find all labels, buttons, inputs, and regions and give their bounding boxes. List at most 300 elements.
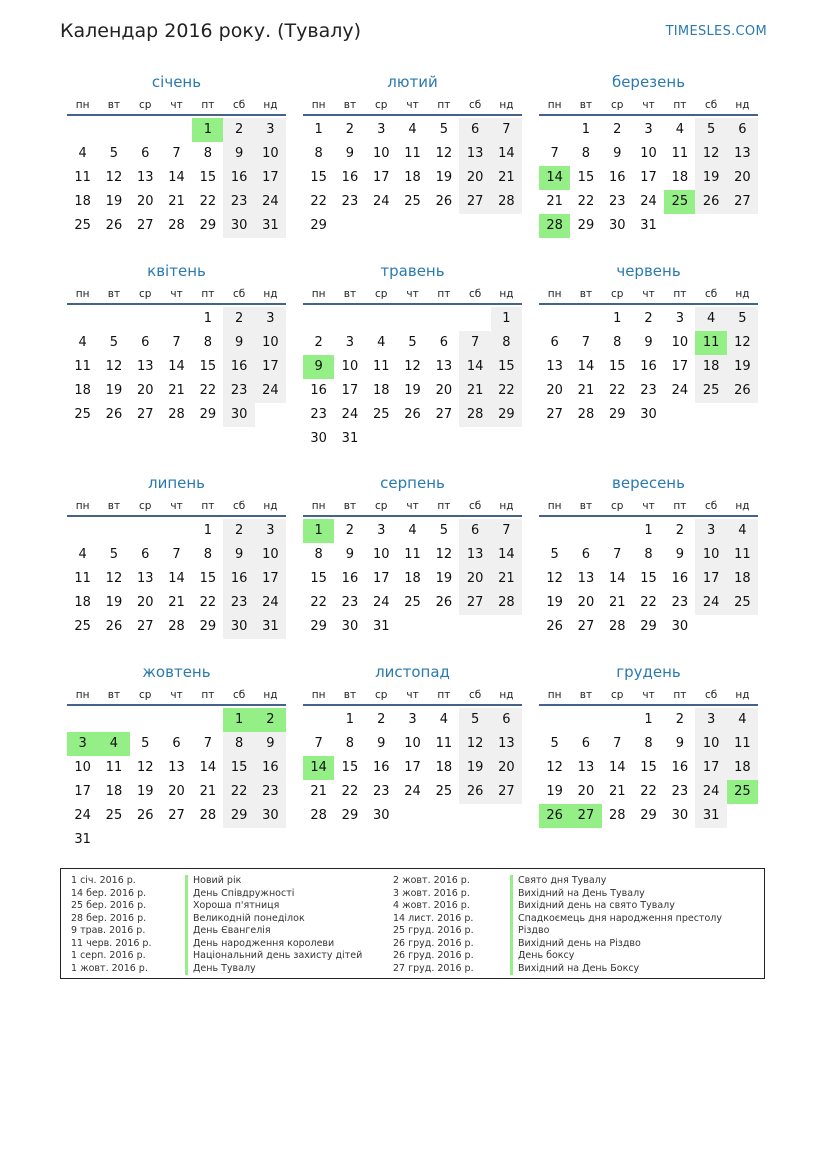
weekday-label: пн	[75, 288, 90, 300]
day-grid	[303, 118, 522, 238]
weekday-label: сб	[705, 689, 718, 701]
day-cell: 21	[491, 567, 522, 591]
day-cell: 10	[695, 732, 726, 756]
day-cell: 8	[203, 146, 212, 161]
day-cell: 28	[608, 619, 626, 634]
day-cell: 10	[640, 146, 657, 161]
day-cell: 3	[695, 708, 726, 732]
weekday-header	[539, 497, 758, 517]
day-cell: 29	[199, 218, 217, 233]
day-cell: 27	[136, 619, 154, 634]
day-cell: 6	[439, 335, 448, 350]
day-cell: 7	[314, 736, 323, 751]
day-cell: 16	[223, 166, 254, 190]
empty-cell	[303, 307, 334, 331]
day-cell: 15	[310, 170, 327, 185]
day-cell: 12	[105, 170, 123, 185]
day-cell: 17	[404, 760, 421, 775]
day-cell: 7	[491, 118, 522, 142]
day-cell: 29	[199, 619, 217, 634]
day-cell: 16	[223, 355, 254, 379]
day-cell: 25	[404, 194, 421, 209]
day-cell: 6	[459, 118, 490, 142]
legend-right-names	[510, 875, 722, 975]
weekday-label: вт	[579, 689, 593, 701]
empty-cell	[303, 708, 334, 732]
day-cell: 15	[310, 571, 327, 586]
day-cell: 17	[640, 170, 657, 185]
legend-holiday-name: Вихідний на День Тувалу	[510, 888, 722, 901]
day-cell: 24	[640, 194, 657, 209]
day-cell: 5	[550, 547, 559, 562]
day-cell: 3	[377, 122, 386, 137]
day-cell: 25	[435, 784, 453, 799]
weekday-label: пт	[437, 689, 451, 701]
day-cell: 11	[74, 359, 91, 374]
day-cell: 20	[546, 383, 563, 398]
day-cell: 12	[546, 760, 563, 775]
day-cell: 24	[341, 407, 359, 422]
day-cell: 10	[255, 331, 286, 355]
legend-holiday-name: Свято дня Тувалу	[510, 875, 722, 888]
day-cell: 24	[671, 383, 689, 398]
empty-cell	[98, 519, 129, 543]
legend-holiday-name: День Тувалу	[185, 963, 362, 976]
month-block	[67, 662, 286, 852]
legend-date: 1 січ. 2016 р.	[71, 875, 136, 886]
weekday-label: чт	[170, 99, 183, 111]
day-cell: 7	[172, 335, 181, 350]
day-cell: 4	[377, 335, 386, 350]
empty-cell	[428, 307, 459, 331]
day-cell: 1	[581, 122, 591, 137]
day-cell: 31	[695, 804, 726, 828]
empty-cell	[67, 118, 98, 142]
weekday-header	[539, 285, 758, 305]
day-cell: 9	[345, 146, 355, 161]
day-cell: 8	[491, 331, 522, 355]
legend-holiday-name: Великодній понеділок	[185, 913, 362, 926]
day-cell: 12	[105, 359, 123, 374]
month-name: жовтень	[142, 663, 211, 681]
empty-cell	[161, 519, 192, 543]
day-cell: 11	[727, 543, 758, 567]
day-cell: 29	[491, 403, 522, 427]
day-cell: 21	[577, 383, 595, 398]
day-cell: 25	[74, 619, 91, 634]
day-cell: 22	[223, 780, 254, 804]
day-cell: 10	[695, 543, 726, 567]
weekday-label: нд	[735, 689, 750, 701]
day-cell: 10	[255, 543, 286, 567]
day-cell: 12	[459, 732, 490, 756]
day-cell: 6	[491, 708, 522, 732]
day-cell: 18	[404, 170, 421, 185]
month-block	[539, 662, 758, 828]
day-cell: 31	[372, 619, 390, 634]
day-cell: 9	[223, 543, 254, 567]
legend-holiday-name: Новий рік	[185, 875, 362, 888]
day-cell: 27	[491, 780, 522, 804]
day-grid	[539, 519, 758, 639]
day-cell: 1	[345, 712, 355, 727]
day-cell: 21	[310, 784, 327, 799]
day-cell: 22	[577, 194, 595, 209]
day-cell: 23	[223, 190, 254, 214]
day-cell: 30	[341, 619, 359, 634]
holiday-day-cell: 1	[192, 118, 223, 142]
legend-date: 28 бер. 2016 р.	[71, 912, 147, 924]
day-cell: 2	[377, 712, 386, 727]
day-cell: 15	[199, 359, 217, 374]
day-cell: 24	[255, 190, 286, 214]
day-cell: 16	[341, 571, 359, 586]
day-cell: 30	[640, 407, 657, 422]
day-cell: 5	[109, 146, 119, 161]
weekday-label: ср	[375, 288, 388, 300]
day-cell: 7	[613, 547, 622, 562]
weekday-label: чт	[406, 500, 419, 512]
day-cell: 26	[435, 194, 453, 209]
day-cell: 9	[644, 335, 653, 350]
legend-holiday-name: Вихідний день на Різдво	[510, 938, 722, 951]
day-cell: 2	[223, 118, 254, 142]
day-cell: 15	[608, 359, 626, 374]
holiday-day-cell: 1	[223, 708, 254, 732]
legend-date: 1 серп. 2016 р.	[71, 950, 146, 961]
day-cell: 25	[695, 379, 726, 403]
day-cell: 5	[727, 307, 758, 331]
day-cell: 13	[546, 359, 563, 374]
weekday-label: чт	[642, 500, 655, 512]
day-cell: 17	[74, 784, 91, 799]
day-cell: 6	[727, 118, 758, 142]
weekday-label: пт	[201, 288, 215, 300]
day-cell: 24	[404, 784, 421, 799]
day-cell: 13	[168, 760, 185, 775]
day-cell: 5	[109, 335, 119, 350]
day-cell: 25	[74, 218, 91, 233]
day-cell: 22	[310, 595, 327, 610]
legend-left-dates	[71, 875, 151, 975]
holiday-day-cell: 14	[539, 166, 570, 190]
day-cell: 22	[341, 784, 359, 799]
day-cell: 24	[74, 808, 91, 823]
day-cell: 13	[491, 732, 522, 756]
day-cell: 3	[675, 311, 684, 326]
day-grid	[67, 519, 286, 639]
holiday-day-cell: 28	[539, 214, 570, 238]
day-cell: 14	[577, 359, 595, 374]
day-cell: 4	[78, 335, 87, 350]
weekday-label: сб	[705, 99, 718, 111]
weekday-header	[303, 497, 522, 517]
day-cell: 3	[345, 335, 355, 350]
day-cell: 20	[727, 166, 758, 190]
day-cell: 12	[727, 331, 758, 355]
weekday-header	[303, 285, 522, 305]
day-grid	[303, 519, 522, 639]
legend-holiday-name: Національний день захисту дітей	[185, 950, 362, 963]
day-cell: 4	[727, 708, 758, 732]
weekday-label: чт	[406, 689, 419, 701]
day-cell: 18	[727, 756, 758, 780]
day-grid	[67, 708, 286, 852]
weekday-label: пн	[75, 99, 90, 111]
empty-cell	[570, 307, 601, 331]
day-cell: 30	[310, 431, 327, 446]
site-link[interactable]: TIMESLES.COM	[665, 24, 767, 39]
day-cell: 17	[341, 383, 359, 398]
legend-left-names	[185, 875, 362, 975]
day-cell: 6	[459, 519, 490, 543]
day-cell: 22	[199, 383, 217, 398]
day-cell: 20	[577, 595, 595, 610]
weekday-label: чт	[170, 500, 183, 512]
day-cell: 25	[74, 407, 91, 422]
day-cell: 16	[341, 170, 359, 185]
empty-cell	[98, 708, 129, 732]
day-cell: 30	[671, 808, 689, 823]
day-cell: 23	[640, 383, 657, 398]
day-cell: 26	[546, 619, 563, 634]
day-cell: 6	[141, 146, 150, 161]
weekday-label: ср	[375, 500, 388, 512]
weekday-label: вт	[343, 99, 357, 111]
day-cell: 13	[435, 359, 453, 374]
day-cell: 25	[105, 808, 123, 823]
weekday-label: пт	[673, 288, 687, 300]
weekday-label: нд	[735, 500, 750, 512]
day-cell: 16	[372, 760, 390, 775]
day-cell: 14	[168, 170, 185, 185]
weekday-label: вт	[107, 500, 121, 512]
month-name: лютий	[387, 73, 438, 91]
day-cell: 23	[671, 595, 689, 610]
day-cell: 11	[74, 571, 91, 586]
empty-cell	[602, 519, 633, 543]
day-cell: 9	[675, 736, 684, 751]
day-cell: 29	[199, 407, 217, 422]
legend-holiday-name: Спадкоємець дня народження престолу	[510, 913, 722, 926]
day-cell: 1	[203, 523, 212, 538]
weekday-label: пн	[311, 99, 326, 111]
day-cell: 13	[136, 359, 154, 374]
day-cell: 22	[640, 784, 657, 799]
day-cell: 18	[695, 355, 726, 379]
weekday-label: ср	[375, 689, 388, 701]
holiday-day-cell: 27	[570, 804, 601, 828]
day-cell: 31	[255, 214, 286, 238]
empty-cell	[161, 118, 192, 142]
day-cell: 11	[372, 359, 390, 374]
day-cell: 20	[491, 756, 522, 780]
day-cell: 18	[74, 194, 91, 209]
day-cell: 21	[459, 379, 490, 403]
day-cell: 24	[695, 591, 726, 615]
weekday-label: пт	[437, 500, 451, 512]
day-cell: 8	[581, 146, 591, 161]
empty-cell	[539, 118, 570, 142]
empty-cell	[98, 118, 129, 142]
weekday-label: нд	[735, 99, 750, 111]
day-cell: 6	[141, 547, 150, 562]
month-block	[67, 473, 286, 639]
weekday-label: пт	[201, 99, 215, 111]
day-cell: 10	[255, 142, 286, 166]
day-cell: 4	[408, 523, 417, 538]
legend-holiday-name: Вихідний день на свято Тувалу	[510, 900, 722, 913]
day-cell: 25	[404, 595, 421, 610]
day-cell: 27	[459, 591, 490, 615]
day-cell: 28	[199, 808, 217, 823]
weekday-label: пн	[311, 288, 326, 300]
day-cell: 16	[223, 567, 254, 591]
day-cell: 26	[404, 407, 421, 422]
day-cell: 9	[377, 736, 386, 751]
day-cell: 16	[255, 756, 286, 780]
day-cell: 15	[199, 170, 217, 185]
day-cell: 12	[546, 571, 563, 586]
weekday-label: пт	[201, 500, 215, 512]
day-cell: 4	[675, 122, 684, 137]
day-cell: 17	[372, 170, 390, 185]
weekday-label: ср	[611, 99, 624, 111]
empty-cell	[161, 307, 192, 331]
day-cell: 24	[372, 194, 390, 209]
holiday-day-cell: 1	[303, 519, 334, 543]
legend-date: 26 груд. 2016 р.	[393, 950, 474, 961]
day-cell: 28	[168, 407, 185, 422]
day-cell: 21	[199, 784, 217, 799]
legend-date: 4 жовт. 2016 р.	[393, 900, 470, 911]
legend-date: 2 жовт. 2016 р.	[393, 875, 470, 886]
day-cell: 29	[310, 218, 327, 233]
month-name: червень	[616, 262, 681, 280]
day-cell: 26	[105, 619, 123, 634]
day-cell: 11	[404, 146, 421, 161]
weekday-label: вт	[579, 99, 593, 111]
day-cell: 29	[608, 407, 626, 422]
day-cell: 20	[577, 784, 595, 799]
day-cell: 30	[255, 804, 286, 828]
empty-cell	[570, 519, 601, 543]
legend-holiday-name: Різдво	[510, 925, 722, 938]
day-cell: 19	[136, 784, 154, 799]
day-cell: 16	[640, 359, 657, 374]
day-cell: 1	[314, 122, 323, 137]
holiday-day-cell: 11	[695, 331, 726, 355]
holiday-day-cell: 25	[664, 190, 695, 214]
day-cell: 17	[372, 571, 390, 586]
holiday-legend	[60, 868, 765, 979]
day-cell: 30	[223, 214, 254, 238]
legend-holiday-name: День народження королеви	[185, 938, 362, 951]
legend-date: 11 черв. 2016 р.	[71, 937, 152, 949]
weekday-header	[67, 96, 286, 116]
day-cell: 8	[223, 732, 254, 756]
day-cell: 27	[136, 218, 154, 233]
day-cell: 21	[546, 194, 563, 209]
day-cell: 19	[404, 383, 421, 398]
day-cell: 20	[136, 383, 154, 398]
day-cell: 2	[223, 519, 254, 543]
day-cell: 7	[613, 736, 622, 751]
day-cell: 5	[109, 547, 119, 562]
weekday-label: вт	[579, 500, 593, 512]
legend-date: 14 бер. 2016 р.	[71, 887, 147, 899]
month-name: грудень	[616, 663, 681, 681]
day-cell: 18	[372, 383, 390, 398]
day-cell: 6	[581, 736, 591, 751]
day-cell: 17	[695, 567, 726, 591]
day-cell: 14	[491, 543, 522, 567]
day-cell: 15	[577, 170, 595, 185]
day-cell: 30	[608, 218, 626, 233]
day-cell: 18	[404, 571, 421, 586]
weekday-label: ср	[375, 99, 388, 111]
day-cell: 5	[459, 708, 490, 732]
weekday-label: вт	[343, 288, 357, 300]
day-cell: 5	[141, 736, 150, 751]
day-cell: 14	[608, 571, 626, 586]
day-cell: 14	[491, 142, 522, 166]
day-cell: 20	[459, 166, 490, 190]
day-cell: 3	[255, 519, 286, 543]
weekday-label: пн	[547, 689, 562, 701]
day-cell: 23	[372, 784, 390, 799]
day-cell: 13	[136, 170, 154, 185]
day-cell: 17	[695, 756, 726, 780]
holiday-day-cell: 25	[727, 780, 758, 804]
month-block	[539, 261, 758, 427]
weekday-label: нд	[263, 99, 278, 111]
month-name: квітень	[147, 262, 206, 280]
weekday-header	[67, 686, 286, 706]
weekday-label: ср	[611, 689, 624, 701]
day-cell: 27	[435, 407, 453, 422]
day-cell: 21	[491, 166, 522, 190]
day-cell: 13	[459, 142, 490, 166]
month-name: березень	[611, 73, 686, 91]
day-cell: 28	[608, 808, 626, 823]
weekday-label: пн	[547, 500, 562, 512]
day-cell: 10	[404, 736, 421, 751]
month-block	[539, 72, 758, 238]
day-cell: 28	[168, 619, 185, 634]
day-cell: 20	[459, 567, 490, 591]
day-cell: 3	[255, 307, 286, 331]
weekday-label: нд	[735, 288, 750, 300]
day-cell: 31	[255, 615, 286, 639]
day-cell: 21	[168, 194, 185, 209]
day-cell: 30	[223, 403, 254, 427]
day-cell: 26	[105, 218, 123, 233]
day-cell: 7	[203, 736, 212, 751]
month-name: листопад	[375, 663, 450, 681]
day-cell: 14	[459, 355, 490, 379]
weekday-label: чт	[170, 689, 183, 701]
weekday-label: пт	[201, 689, 215, 701]
page-title: Календар 2016 року. (Тувалу)	[60, 20, 362, 42]
month-block	[67, 72, 286, 238]
holiday-day-cell: 26	[539, 804, 570, 828]
weekday-label: вт	[343, 689, 357, 701]
day-cell: 5	[550, 736, 559, 751]
day-cell: 6	[550, 335, 559, 350]
day-cell: 12	[695, 142, 726, 166]
day-cell: 10	[671, 335, 689, 350]
